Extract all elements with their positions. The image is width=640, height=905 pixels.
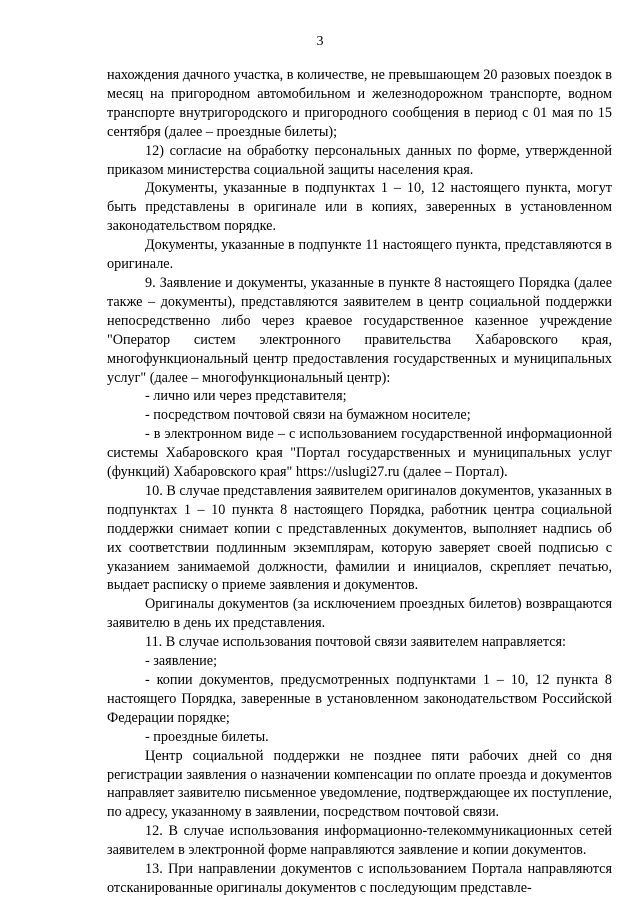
list-item-copies: - копии документов, предусмотренных подпунктами 1 – 10, 12 пункта 8 настоящего Порядка, заверенные в установленном законодательством Российской Федерации порядке;	[107, 672, 612, 726]
paragraph-clause-9: 9. Заявление и документы, указанные в пункте 8 настоящего Порядка (далее также – документы), представляются заявителем в центр социальной поддержки непосредственно либо через краевое государственное казенное учреждение "Оператор систем электронного правительства Хабаровского края, многофункциональный центр предоставления государственных и муниципальных услуг" (далее – многофункциональный центр):	[107, 274, 612, 386]
page-number: 3	[316, 34, 324, 49]
paragraph-clause-11: 11. В случае использования почтовой связи заявителем направляется:	[145, 634, 566, 651]
list-item-electronic: - в электронном виде – с использованием государственной информационной системы Хабаровского края "Портал государственных и муниципальных услуг (функций) Хабаровского края" https://uslugi27.ru (далее – Портал).	[107, 426, 612, 481]
paragraph-documents-original: Документы, указанные в подпункте 11 настоящего пункта, представляются в оригинале.	[107, 237, 612, 273]
paragraph-item-12: 12) согласие на обработку персональных данных по форме, утвержденной приказом министерства социальной защиты населения края.	[107, 142, 612, 178]
list-item-application: - заявление;	[145, 653, 218, 670]
document-body	[107, 66, 612, 898]
list-item-tickets: - проездные билеты.	[145, 728, 269, 745]
paragraph-notification: Центр социальной поддержки не позднее пяти рабочих дней со дня регистрации заявления о назначении компенсации по оплате проезда и документов направляет заявителю письменное уведомление, подтверждающее их поступление, по адресу, указанному в заявлении, посредством почтовой связи.	[107, 747, 612, 821]
list-item-in-person: - лично или через представителя;	[145, 388, 347, 405]
paragraph-clause-13: 13. При направлении документов с использованием Портала направляются отсканированные оригиналы документов с последующим представле-	[107, 861, 612, 896]
paragraph-clause-10: 10. В случае представления заявителем оригиналов документов, указанных в подпунктах 1 – 10 пункта 8 настоящего Порядка, работник центра социальной поддержки снимает копии с представленных документов, выполняет надпись об их соответствии подлинным экземплярам, которую заверяет своей подписью с указанием занимаемой должности, фамилии и инициалов, скрепляет печатью, выдает расписку о приеме заявления и документов.	[107, 482, 612, 594]
paragraph-clause-12: 12. В случае использования информационно-телекоммуникационных сетей заявителем в электронной форме направляются заявление и копии документов.	[107, 823, 612, 859]
paragraph-originals-returned: Оригиналы документов (за исключением проездных билетов) возвращаются заявителю в день их представления.	[107, 596, 612, 632]
list-item-postal: - посредством почтовой связи на бумажном носителе;	[145, 407, 471, 424]
paragraph-continuation: нахождения дачного участка, в количестве, не превышающем 20 разовых поездок в месяц на пригородном автомобильном и железнодорожном транспорте, водном транспорте внутригородского и пригородного сообщения в период с 01 мая по 15 сентября (далее – проездные билеты);	[107, 67, 612, 140]
paragraph-documents-copies: Документы, указанные в подпунктах 1 – 10, 12 настоящего пункта, могут быть представлены в оригинале или в копиях, заверенных в установленном законодательством порядке.	[107, 180, 612, 235]
